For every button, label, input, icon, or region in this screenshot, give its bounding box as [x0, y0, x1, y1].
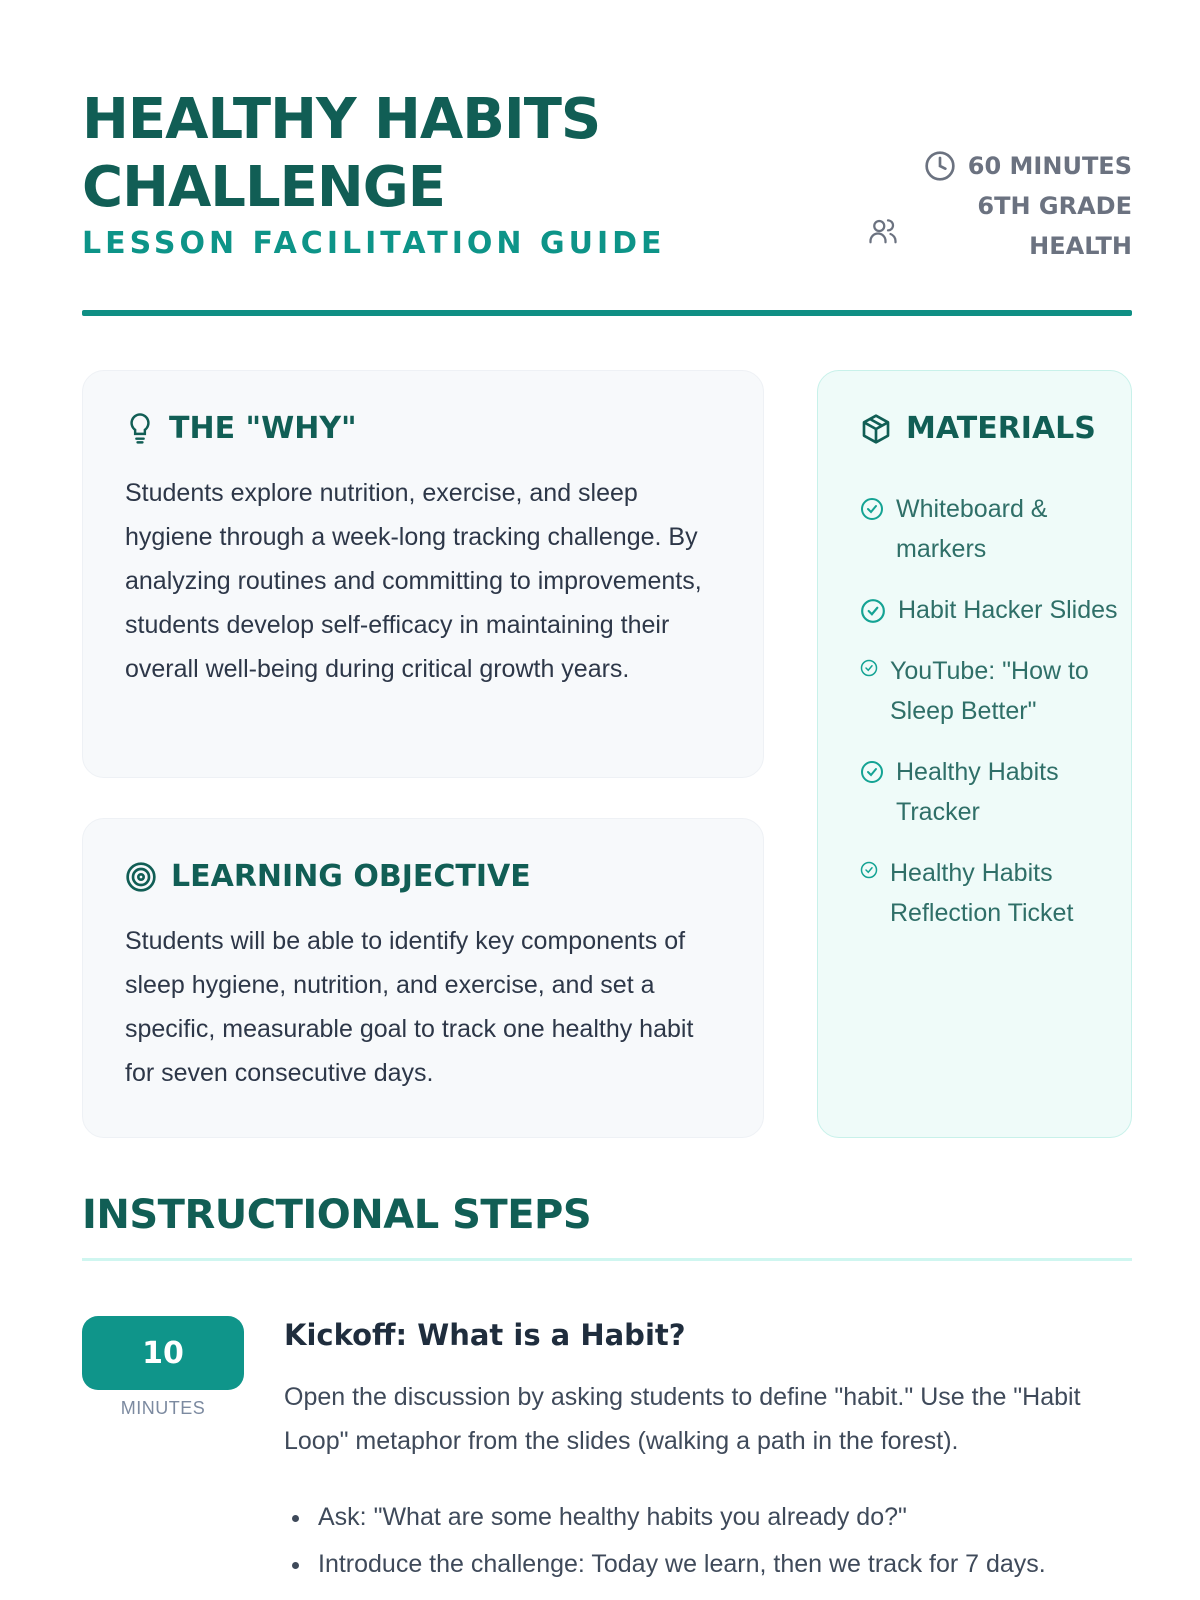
material-item [860, 590, 1120, 630]
package-icon [860, 413, 892, 445]
material-item [860, 489, 1120, 569]
check-circle-icon [860, 598, 886, 624]
why-heading-text: THE "WHY" [169, 411, 357, 446]
material-item [860, 752, 1120, 832]
grade-text: 6TH GRADE [977, 192, 1132, 220]
material-item [860, 853, 1120, 933]
subject-row [924, 226, 1132, 266]
material-label: Habit Hacker Slides [898, 596, 1118, 624]
why-card [82, 370, 764, 778]
why-heading [125, 411, 357, 446]
users-icon [868, 216, 900, 248]
check-circle-icon [860, 760, 884, 784]
steps-heading: INSTRUCTIONAL STEPS [82, 1192, 592, 1238]
duration-row [924, 146, 1132, 186]
title-line-1: HEALTHY HABITS [82, 87, 601, 152]
step-title: Kickoff: What is a Habit? [284, 1318, 686, 1352]
duration-text: 60 MINUTES [967, 152, 1132, 180]
step-minutes-badge: 10 [82, 1316, 244, 1390]
step-bullet: Ask: "What are some healthy habits you already do?" [284, 1494, 1132, 1541]
why-body: Students explore nutrition, exercise, and sleep hygiene through a week-long tracking challenge. By analyzing routines and committing to improvements, students develop self-efficacy in maintaining their overall well-being during critical growth years. [125, 479, 702, 683]
page-title [82, 86, 600, 222]
check-circle-icon [860, 861, 878, 879]
materials-heading-text: MATERIALS [906, 411, 1096, 446]
step-description: Open the discussion by asking students to define "habit." Use the "Habit Loop" metaphor from the slides (walking a path in the forest). [284, 1383, 1081, 1455]
subject-text: HEALTH [1029, 232, 1132, 260]
materials-card [817, 370, 1132, 1138]
grade-row [924, 186, 1132, 226]
objective-card [82, 818, 764, 1138]
material-label: YouTube: "How to Sleep Better" [890, 657, 1089, 725]
lesson-meta [924, 146, 1132, 266]
materials-list [860, 489, 1120, 954]
material-label: Healthy Habits Reflection Ticket [890, 859, 1074, 927]
objective-heading-text: LEARNING OBJECTIVE [171, 859, 531, 894]
lesson-guide-page [82, 0, 1132, 1600]
lightbulb-icon [125, 412, 155, 446]
page-subtitle: LESSON FACILITATION GUIDE [82, 226, 666, 261]
check-circle-icon [860, 659, 878, 677]
material-label: Healthy Habits Tracker [896, 758, 1059, 826]
materials-heading [860, 411, 1096, 446]
material-item [860, 651, 1120, 731]
clock-icon [924, 150, 956, 182]
header [82, 86, 1132, 316]
step-bullet-list [284, 1494, 1132, 1588]
title-line-2: CHALLENGE [82, 155, 446, 220]
header-divider [82, 310, 1132, 316]
check-circle-icon [860, 497, 884, 521]
material-label: Whiteboard & markers [896, 495, 1048, 563]
step-minutes-label: MINUTES [120, 1398, 206, 1418]
step-bullet: Introduce the challenge: Today we learn, then we track for 7 days. [284, 1541, 1132, 1588]
objective-body: Students will be able to identify key components of sleep hygiene, nutrition, and exercise, and set a specific, measurable goal to track one healthy habit for seven consecutive days. [125, 927, 694, 1087]
target-icon [125, 861, 157, 893]
steps-divider [82, 1258, 1132, 1261]
objective-heading [125, 859, 531, 894]
